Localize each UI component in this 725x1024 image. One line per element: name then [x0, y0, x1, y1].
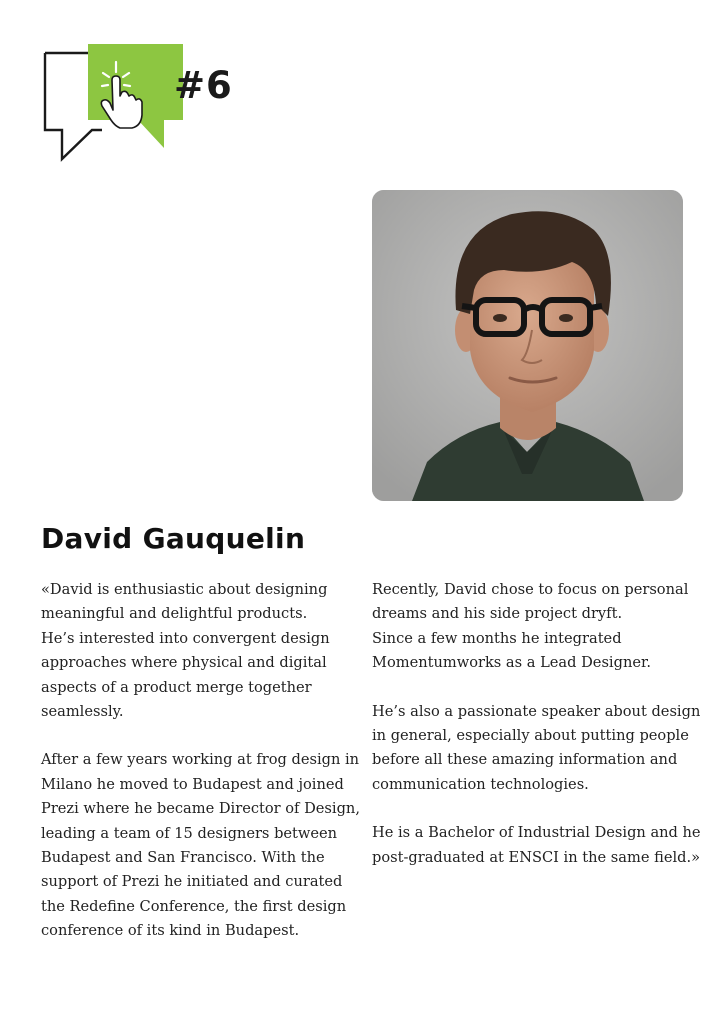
bio-paragraph [41, 578, 359, 724]
bio-left-column [41, 578, 359, 968]
bio-paragraph [372, 821, 701, 870]
bio-line: He is a Bachelor of Industrial Design and he [372, 824, 701, 842]
bio-line: He’s also a passionate speaker about design [372, 702, 701, 720]
bio-line: conference of its kind in Budapest. [41, 922, 300, 940]
page-number: #6 [174, 64, 233, 107]
bio-line: Milano he moved to Budapest and joined [41, 775, 344, 793]
bio-line: «David is enthusiastic about designing [41, 581, 328, 598]
bio-line: before all these amazing information and [372, 751, 678, 769]
bio-paragraph [372, 578, 697, 676]
bio-line: Since a few months he integrated [372, 629, 622, 647]
bio-line: aspects of a product merge together [41, 678, 312, 696]
bio-line: After a few years working at frog design in [41, 751, 360, 769]
bio-line: leading a team of 15 designers between [41, 824, 338, 842]
bio-line: the Redefine Conference, the first design [41, 897, 347, 915]
bio-paragraph [372, 700, 701, 798]
portrait-photo [372, 190, 683, 501]
bio-paragraph [41, 748, 359, 943]
bio-line: approaches where physical and digital [41, 654, 327, 672]
bio-line: meaningful and delightful products. [41, 605, 308, 623]
bio-line: post-graduated at ENSCI in the same field.» [372, 848, 701, 866]
bio-line: support of Prezi he initiated and curated [41, 873, 343, 891]
bio-line: Prezi where he became Director of Design, [41, 800, 360, 818]
bio-line: seamlessly. [41, 703, 124, 721]
bio-line: dreams and his side project dryft. [372, 605, 623, 623]
bio-right-column [372, 578, 701, 894]
person-name: David Gauquelin [41, 522, 306, 555]
bio-line: in general, especially about putting people [372, 727, 689, 745]
chat-bubbles-pointer-icon [40, 40, 190, 165]
bio-line: Recently, David chose to focus on personal [372, 581, 689, 598]
bio-line: Momentumworks as a Lead Designer. [372, 654, 651, 672]
bio-line: He’s interested into convergent design [41, 629, 330, 647]
bio-line: communication technologies. [372, 775, 589, 793]
bio-line: Budapest and San Francisco. With the [41, 849, 325, 867]
